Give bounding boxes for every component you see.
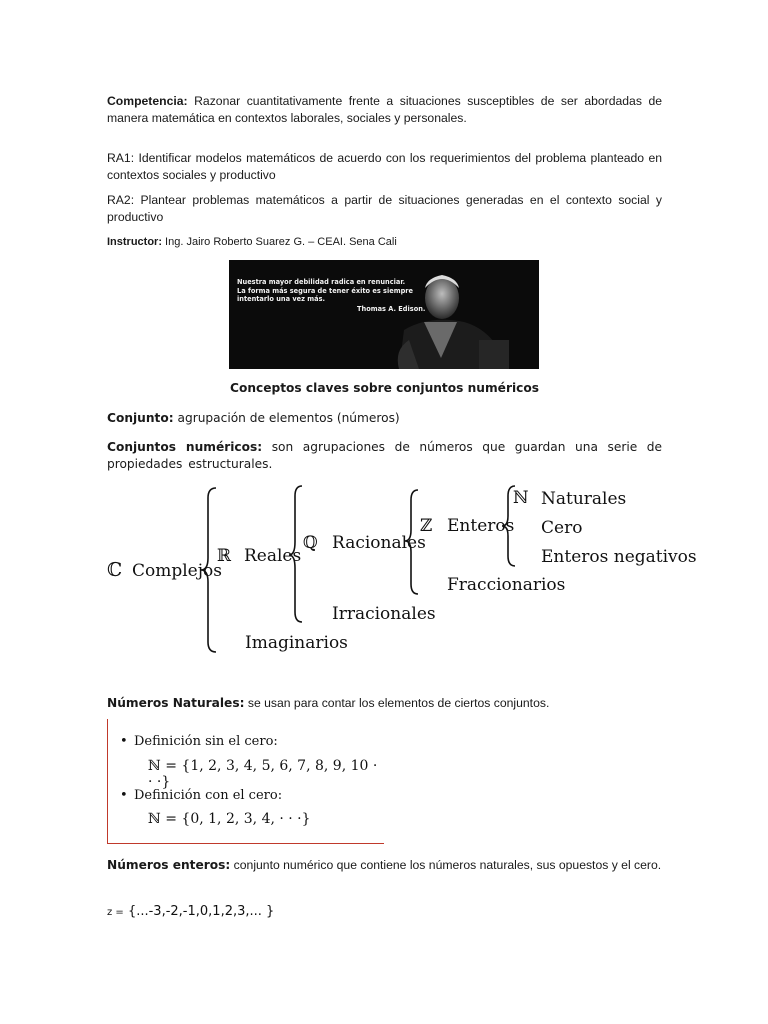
competencia-paragraph xyxy=(107,93,662,126)
reales-label: Reales xyxy=(244,546,302,566)
enteros-label: Enteros xyxy=(447,516,515,536)
naturales-definitions-box xyxy=(107,719,384,844)
integer-set xyxy=(107,904,274,919)
instructor-label: Instructor: xyxy=(107,236,162,248)
quote-line: La forma más segura de tener éxito es siempre xyxy=(237,286,414,295)
reales-symbol: ℝ xyxy=(217,546,232,566)
racionales-label: Racionales xyxy=(332,533,426,553)
section-title: Conceptos claves sobre conjuntos numéricos xyxy=(230,381,539,395)
cero-label: Cero xyxy=(541,518,583,538)
sin-cero-label: • Definición sin el cero: xyxy=(134,734,278,749)
brace-enteros xyxy=(502,486,515,566)
conjuntos-numericos-text: son agrupaciones de números que guardan una serie de propiedades estructurales. xyxy=(107,440,663,471)
conjuntos-numericos-definition xyxy=(107,439,662,472)
naturales-label: Naturales xyxy=(541,489,627,509)
ra2-paragraph: RA2: Plantear problemas matemáticos a partir de situaciones generadas en el contexto social y productivo xyxy=(107,193,662,224)
naturales-text: se usan para contar los elementos de ciertos conjuntos. xyxy=(244,696,550,710)
conjunto-definition xyxy=(107,410,662,427)
con-cero-set: ℕ = {0, 1, 2, 3, 4, · · ·} xyxy=(148,811,311,827)
racionales-symbol: ℚ xyxy=(303,533,318,553)
con-cero-label: • Definición con el cero: xyxy=(134,788,282,803)
conjuntos-numericos-label: Conjuntos numéricos: xyxy=(107,440,263,454)
naturales-label: Números Naturales: xyxy=(107,696,245,710)
edison-portrait xyxy=(229,260,539,369)
brace-reales xyxy=(289,486,302,622)
competencia-label: Competencia: xyxy=(107,94,188,108)
ra1-paragraph: RA1: Identificar modelos matemáticos de acuerdo con los requerimientos del problema planteado en contextos sociales y productivo xyxy=(107,151,662,182)
integer-set-values: {...-3,-2,-1,0,1,2,3,... } xyxy=(127,904,275,919)
complejos-symbol: ℂ xyxy=(107,559,123,581)
sin-cero-set: ℕ = {1, 2, 3, 4, 5, 6, 7, 8, 9, 10 · · ·} xyxy=(148,758,378,790)
competencia-text: Razonar cuantitativamente frente a situaciones susceptibles de ser abordadas de manera matemática en contextos laborales, sociales y personales. xyxy=(107,94,662,125)
enteros-negativos-label: Enteros negativos xyxy=(541,547,697,567)
brace-racionales xyxy=(405,490,418,594)
quote-author: Thomas A. Edison. xyxy=(357,305,426,313)
fraccionarios-label: Fraccionarios xyxy=(447,575,566,595)
brace-complejos xyxy=(201,488,216,652)
enteros-definition xyxy=(107,857,662,874)
quote-line: intentarlo una vez más. xyxy=(237,295,325,303)
enteros-symbol: ℤ xyxy=(420,516,433,536)
instructor-line xyxy=(107,234,662,251)
naturales-definition xyxy=(107,695,662,712)
naturales-symbol: ℕ xyxy=(513,488,529,508)
integer-set-symbol: z = xyxy=(107,907,124,918)
irracionales-label: Irracionales xyxy=(332,604,436,624)
conjunto-label: Conjunto: xyxy=(107,411,174,425)
enteros-def-label: Números enteros: xyxy=(107,858,231,872)
imaginarios-label: Imaginarios xyxy=(245,633,348,653)
quote-line: Nuestra mayor debilidad radica en renunciar. xyxy=(237,278,406,286)
complejos-label: Complejos xyxy=(132,561,222,581)
edison-quote-image xyxy=(229,260,539,369)
conjunto-text: agrupación de elementos (números) xyxy=(173,411,400,425)
instructor-text: Ing. Jairo Roberto Suarez G. – CEAI. Sena Cali xyxy=(162,236,397,248)
enteros-def-text: conjunto numérico que contiene los números naturales, sus opuestos y el cero. xyxy=(230,858,662,872)
